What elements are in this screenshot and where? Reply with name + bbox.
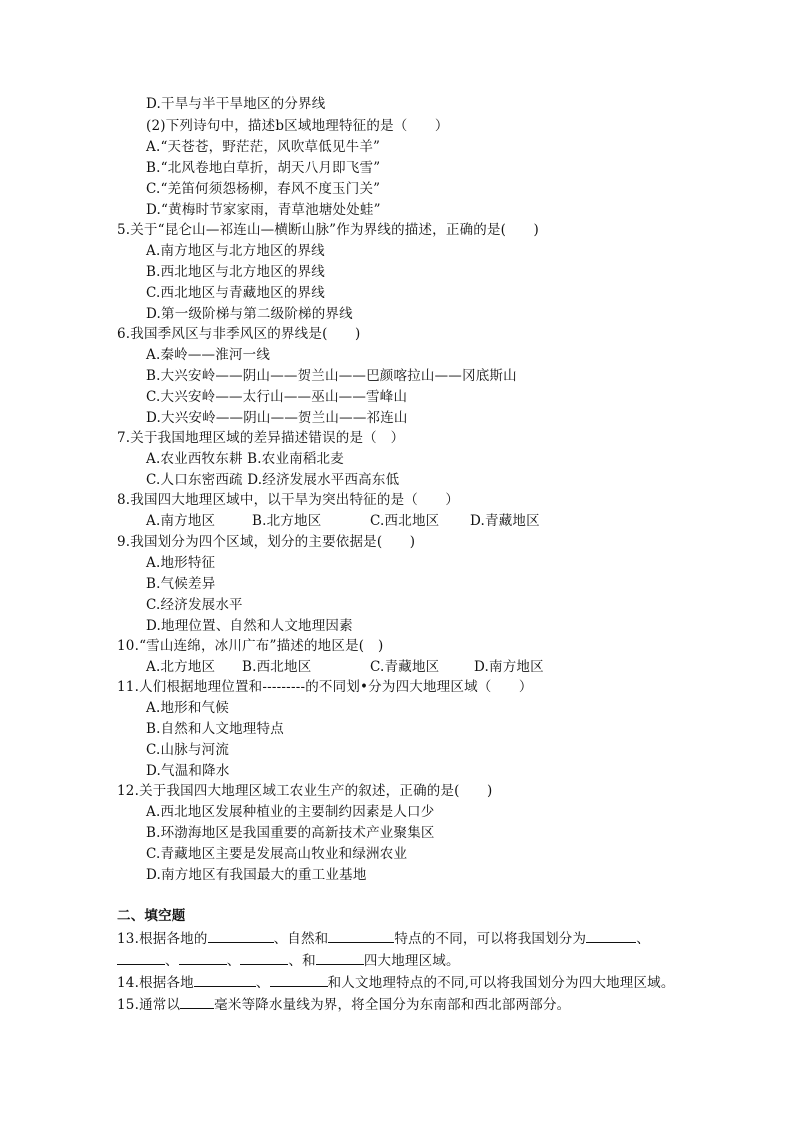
answer-blank[interactable]: [117, 950, 165, 965]
text-segment: 毫米等降水量线为界，将全国分为东南部和西北部两部分。: [214, 997, 571, 1013]
text-segment: 和人文地理特点的不同,可以将我国划分为四大地理区域。: [327, 975, 675, 991]
question-13-line2: [117, 950, 460, 971]
option-line: B.自然和人文地理特点: [146, 721, 284, 737]
option-line: C.“羌笛何须怨杨柳，春风不度玉门关”: [146, 181, 381, 197]
option-line: D.南方地区有我国最大的重工业基地: [146, 867, 367, 883]
text-segment: 、自然和: [273, 931, 329, 947]
question-10: 10.“雪山连绵，冰川广布”描述的地区是( ): [117, 638, 384, 654]
question-7: 7.关于我国地理区域的差异描述错误的是（ ）: [117, 430, 405, 446]
option-line: A.地形和气候: [146, 700, 229, 716]
option-a: A.北方地区: [146, 659, 216, 675]
option-line: B.大兴安岭——阴山——贺兰山——巴颜喀拉山——冈底斯山: [146, 368, 517, 384]
option-row: [146, 511, 540, 531]
answer-blank[interactable]: [208, 928, 274, 943]
option-line: C.山脉与河流: [146, 742, 230, 758]
text-segment: 、: [255, 975, 270, 991]
option-line: D.大兴安岭——阴山——贺兰山——祁连山: [146, 410, 408, 426]
option-line: A.“天苍苍，野茫茫，风吹草低见牛羊”: [146, 139, 381, 155]
text-segment: 13.根据各地的: [117, 931, 208, 947]
question-15: [117, 994, 570, 1015]
option-line: B.气候差异: [146, 576, 216, 592]
option-line: D.干旱与半干旱地区的分界线: [146, 96, 326, 112]
option-line: C.大兴安岭——太行山——巫山——雪峰山: [146, 389, 408, 405]
option-d: D.南方地区: [474, 659, 544, 675]
option-line: A.西北地区发展种植业的主要制约因素是人口少: [146, 804, 435, 820]
option-line: D.第一级阶梯与第二级阶梯的界线: [146, 306, 353, 322]
question-14: [117, 972, 675, 993]
option-line: B.“北风卷地白草折，胡天八月即飞雪”: [146, 160, 381, 176]
answer-blank[interactable]: [179, 950, 227, 965]
option-line: C.人口东密西疏 D.经济发展水平西高东低: [146, 472, 400, 488]
question-11: 11.人们根据地理位置和---------的不同划•分为四大地理区域（ ）: [117, 679, 533, 695]
answer-blank[interactable]: [586, 928, 636, 943]
answer-blank[interactable]: [316, 950, 364, 965]
question-5: 5.关于“昆仑山—祁连山—横断山脉”作为界线的描述，正确的是( ): [117, 222, 540, 238]
question-6: 6.我国季风区与非季风区的界线是( ): [117, 326, 361, 342]
answer-blank[interactable]: [240, 950, 288, 965]
section-title-fill-in: 二、填空题: [117, 908, 186, 924]
text-segment: 15.通常以: [117, 997, 181, 1013]
option-b: B.北方地区: [252, 513, 322, 529]
answer-blank[interactable]: [270, 972, 328, 987]
option-a: A.南方地区: [146, 513, 216, 529]
option-line: D.地理位置、自然和人文地理因素: [146, 618, 353, 634]
option-line: C.经济发展水平: [146, 597, 243, 613]
text-segment: 14.根据各地: [117, 975, 194, 991]
text-segment: 四大地理区域。: [363, 953, 460, 969]
option-line: D.“黄梅时节家家雨，青草池塘处处蛙”: [146, 202, 381, 218]
option-row: [146, 657, 544, 677]
question-12: 12.关于我国四大地理区域工农业生产的叙述，正确的是( ): [117, 783, 493, 799]
option-line: A.农业西牧东耕 B.农业南稻北麦: [146, 451, 344, 467]
sub-question: (2)下列诗句中，描述b区域地理特征的是（ ）: [146, 118, 449, 134]
text-segment: 特点的不同，可以将我国划分为: [394, 931, 587, 947]
option-line: C.青藏地区主要是发展高山牧业和绿洲农业: [146, 846, 408, 862]
text-segment: 、: [636, 931, 650, 947]
option-line: A.地形特征: [146, 555, 216, 571]
option-line: B.西北地区与北方地区的界线: [146, 264, 326, 280]
option-line: D.气温和降水: [146, 763, 230, 779]
question-13-line1: [117, 928, 650, 949]
option-line: B.环渤海地区是我国重要的高新技术产业聚集区: [146, 825, 435, 841]
option-line: A.秦岭——淮河一线: [146, 347, 271, 363]
answer-blank[interactable]: [180, 994, 214, 1009]
option-line: A.南方地区与北方地区的界线: [146, 243, 325, 259]
option-d: D.青藏地区: [470, 513, 540, 529]
question-9: 9.我国划分为四个区域，划分的主要依据是( ): [117, 534, 416, 550]
option-line: C.西北地区与青藏地区的界线: [146, 285, 325, 301]
answer-blank[interactable]: [328, 928, 394, 943]
answer-blank[interactable]: [194, 972, 256, 987]
text-segment: 、: [165, 953, 179, 969]
text-segment: 、: [226, 953, 241, 969]
option-c: C.青藏地区: [370, 659, 440, 675]
option-b: B.西北地区: [242, 659, 312, 675]
question-8: 8.我国四大地理区域中，以干旱为突出特征的是（ ）: [117, 492, 460, 508]
text-segment: 、和: [288, 953, 316, 969]
option-c: C.西北地区: [370, 513, 440, 529]
